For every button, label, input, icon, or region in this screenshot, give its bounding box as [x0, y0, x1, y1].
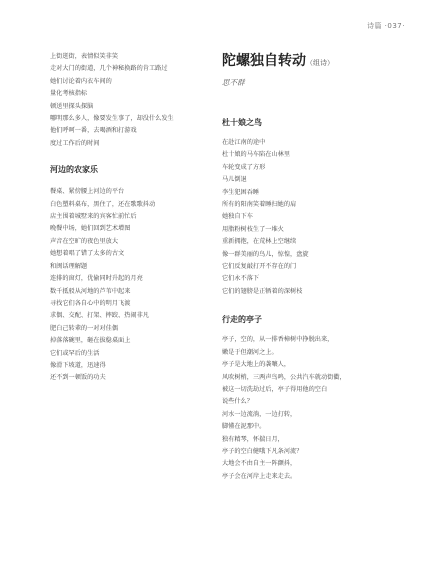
poem-line: 它们永不落下: [222, 275, 260, 283]
poem-line: 她想着唱了错了太多的古文: [50, 250, 125, 258]
poem-line: 风吹树梢，三两声鸟鸣，公共汽车就动街衢，: [222, 373, 346, 381]
poem-line: 嫩是于但潮河之上。: [222, 348, 278, 356]
poem-line: 哪明那么多人，像要发生事了，却没什么发生: [50, 115, 174, 123]
poem-line: 亭子，空的，从一排香樟树中挣脱出来，: [222, 336, 334, 344]
poem-line: 像一群美丽的鸟儿，惊惶，盘旋: [222, 250, 309, 258]
poem-line: 在赴江南的途中: [222, 139, 266, 146]
poem-line: 声音在空旷的夜色里放大: [50, 237, 119, 245]
poem-line: 寻找它们各自心中的明月飞渡: [50, 299, 131, 307]
poem-line: 亭子的空白健哦下凡条河流？: [222, 447, 303, 455]
poem-line: 河水一边流淌，一边打转，: [222, 410, 297, 418]
poem-line: 马儿倒退: [222, 176, 247, 184]
poem-line: 所有的阳南笑着睡扫她的肩: [222, 201, 297, 209]
poem-line: 她们讨论着内衣车间的: [50, 77, 112, 85]
author-name: 思不群: [222, 78, 245, 87]
poem-line: 车轮变成了方形: [222, 163, 266, 171]
poem-line: 求偶、交配、打架、摔跤、热闹非凡: [50, 312, 149, 320]
subtitle: （组诗）: [306, 59, 334, 67]
poem-line: 脚懂在泥那中。: [222, 423, 266, 431]
poem-line: 像滑下坡道，迅速得: [50, 361, 106, 369]
poem-line: 上街逛街，表情似笑非笑: [50, 53, 119, 60]
section-title-riverside: 河边的农家乐: [50, 165, 98, 175]
poem-line: 它们或罕后的生活: [50, 349, 100, 357]
poem-line: 量化考核指标: [50, 90, 88, 98]
poem-line: 亭子是大地上的袭嚷人，: [222, 361, 291, 369]
poem-line: 连排的窗灯，优偷同时升起的月亮: [50, 275, 143, 283]
poem-line: 独有精琴，怀揣日月，: [222, 435, 284, 443]
poem-line: 大地会不由自主一阵颤抖，: [222, 460, 297, 468]
intro-stanza: [50, 51, 220, 150]
right-column: [222, 51, 407, 483]
poem-line: 顿送里探头探脑: [50, 102, 94, 110]
section-title-bird: 杜十娘之鸟: [222, 118, 262, 127]
bird-poem: [222, 137, 407, 298]
poem-line: 被这一切洗劫过后，亭子得用他的空白: [222, 385, 328, 393]
pavilion-poem: [222, 334, 407, 483]
poem-line: 它们的翅膀是正牺着的深树枝: [222, 287, 303, 295]
poem-line: 走对大门的街道，几个神秘换路的肯工路过: [50, 65, 168, 73]
poem-line: 店主围着城墅来的宾客忙前忙后: [50, 213, 137, 221]
poem-line: 重新拥抱，在荒林上空继续: [222, 238, 297, 246]
poem-line: 还不到一顿饭的功夫: [50, 374, 106, 382]
poem-line: 和闽话理解题: [50, 262, 88, 270]
poem-line: 杜十娘的马车陷在山林里: [222, 151, 291, 159]
poem-line: 它们反复敲打开不存在的门: [222, 263, 297, 271]
poem-line: 李生犯困吞睡: [222, 188, 260, 196]
poem-line: 晚餐中场，她们回到艺术增图: [50, 225, 131, 233]
poem-line: 他们呼呵一番，去喝酒和打游戏: [50, 127, 137, 135]
poem-line: 度过工作后的时间: [50, 139, 100, 147]
page-header: 诗篇 ·037·: [366, 22, 405, 30]
left-column: [50, 51, 220, 385]
poem-set-title: [222, 51, 407, 71]
poem-line: 用脂粉树枝生了一堆火: [222, 225, 284, 233]
poem-line: 餐桌、紧傍腰上河边的平台: [50, 188, 125, 196]
poem-line: 肥白己转辈的一对对佳偶: [50, 324, 119, 332]
poem-line: 数千抵驳从河地的芦苇中起来: [50, 287, 131, 295]
poem-line: 说些什么？: [222, 398, 253, 406]
poem-line: 亭子会在河岸上走来走去。: [222, 472, 297, 480]
poem-line: 白色塑料桌布，黑住了，还在歌歌抖动: [50, 200, 156, 208]
poem-line: 她独自下车: [222, 213, 253, 221]
section-title-pavilion: 行走的亭子: [222, 315, 262, 325]
riverside-poem: [50, 186, 220, 385]
poem-line: 掉落落碗里，砸在拔稳桌面上: [50, 337, 131, 345]
main-title: 陀螺独自转动: [222, 53, 306, 69]
